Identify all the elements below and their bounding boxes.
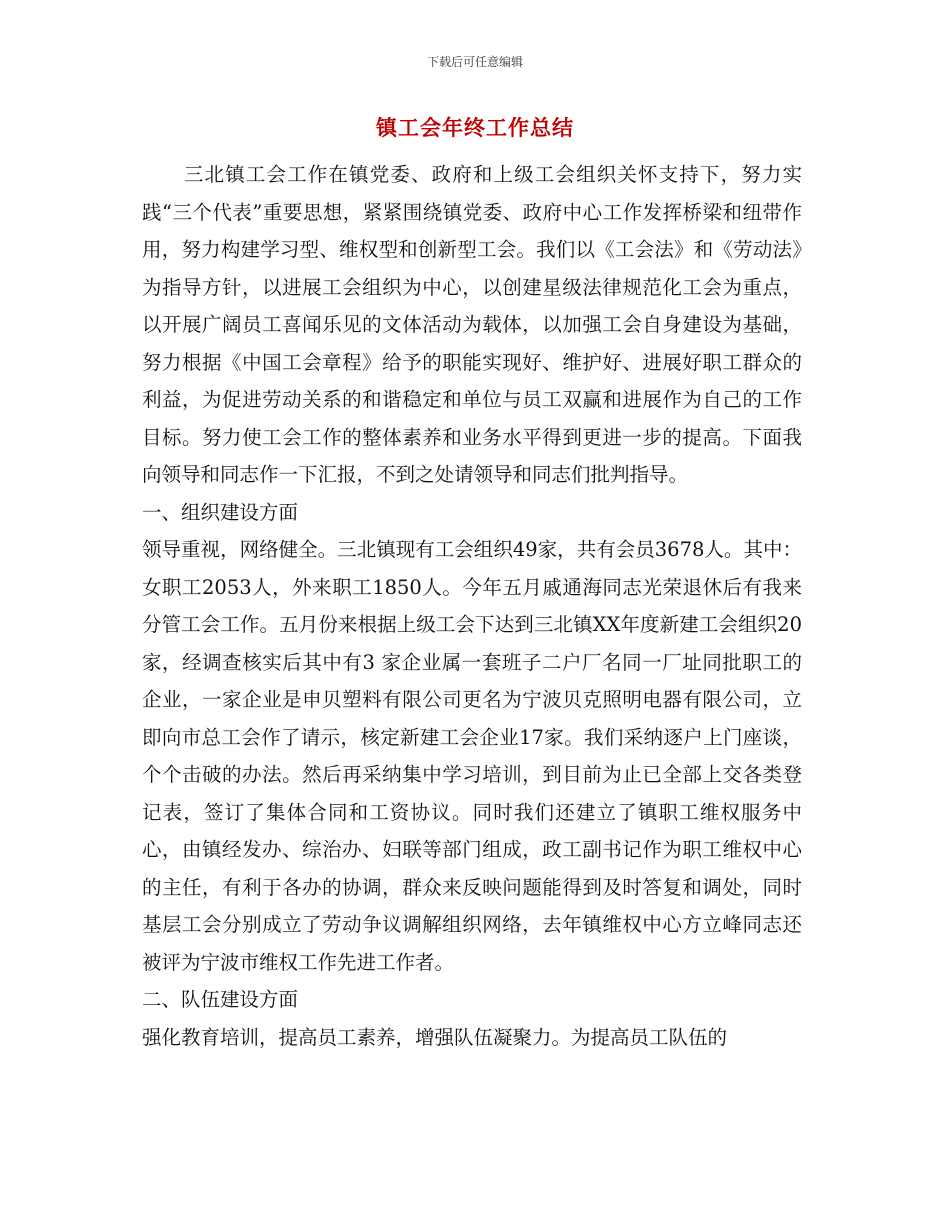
document-title: 镇工会年终工作总结: [376, 116, 574, 140]
section-heading-team: 二、队伍建设方面: [142, 988, 299, 1011]
header-note: 下载后可任意编辑: [426, 55, 523, 69]
team-paragraph: 强化教育培训，提高员工素养，增强队伍凝聚力。为提高员工队伍的: [142, 1025, 728, 1049]
organization-paragraph: 领导重视，网络健全。三北镇现有工会组织49家，共有会员3678人。其中：女职工2053人，外来职工1850人。今年五月戚通海同志光荣退休后有我来分管工会工作。五月份来根据上级工会下达到三北镇XX年度新建工会组织20家，经调查核实后其中有3 家企业属一套班子二户厂名同一厂址同批职工的企业，一家企业是申贝塑料有限公司更名为宁波贝克照明电器有限公司，立即向市总工会作了请示，核定新建工会企业17家。我们采纳逐户上门座谈，个个击破的办法。然后再采纳集中学习培训，到目前为止已全部上交各类登记表，签订了集体合同和工资协议。同时我们还建立了镇职工维权服务中心，由镇经发办、综治办、妇联等部门组成，政工副书记作为职工维权中心的主任，有利于各办的协调，群众来反映问题能得到及时答复和调处，同时基层工会分别成立了劳动争议调解组织网络，去年镇维权中心方立峰同志还被评为宁波市维权工作先进工作者。: [142, 538, 802, 974]
section-heading-organization: 一、组织建设方面: [142, 500, 299, 524]
document-body: [142, 156, 802, 1056]
intro-paragraph: 三北镇工会工作在镇党委、政府和上级工会组织关怀支持下，努力实践“三个代表”重要思想，紧紧围绕镇党委、政府中心工作发挥桥梁和纽带作用，努力构建学习型、维权型和创新型工会。我们以《工会法》和《劳动法》为指导方针，以进展工会组织为中心，以创建星级法律规范化工会为重点，以开展广阔员工喜闻乐见的文体活动为载体，以加强工会自身建设为基础，努力根据《中国工会章程》给予的职能实现好、维护好、进展好职工群众的利益，为促进劳动关系的和谐稳定和单位与员工双赢和进展作为自己的工作目标。努力使工会工作的整体素养和业务水平得到更进一步的提高。下面我向领导和同志作一下汇报，不到之处请领导和同志们批判指导。: [142, 163, 802, 486]
